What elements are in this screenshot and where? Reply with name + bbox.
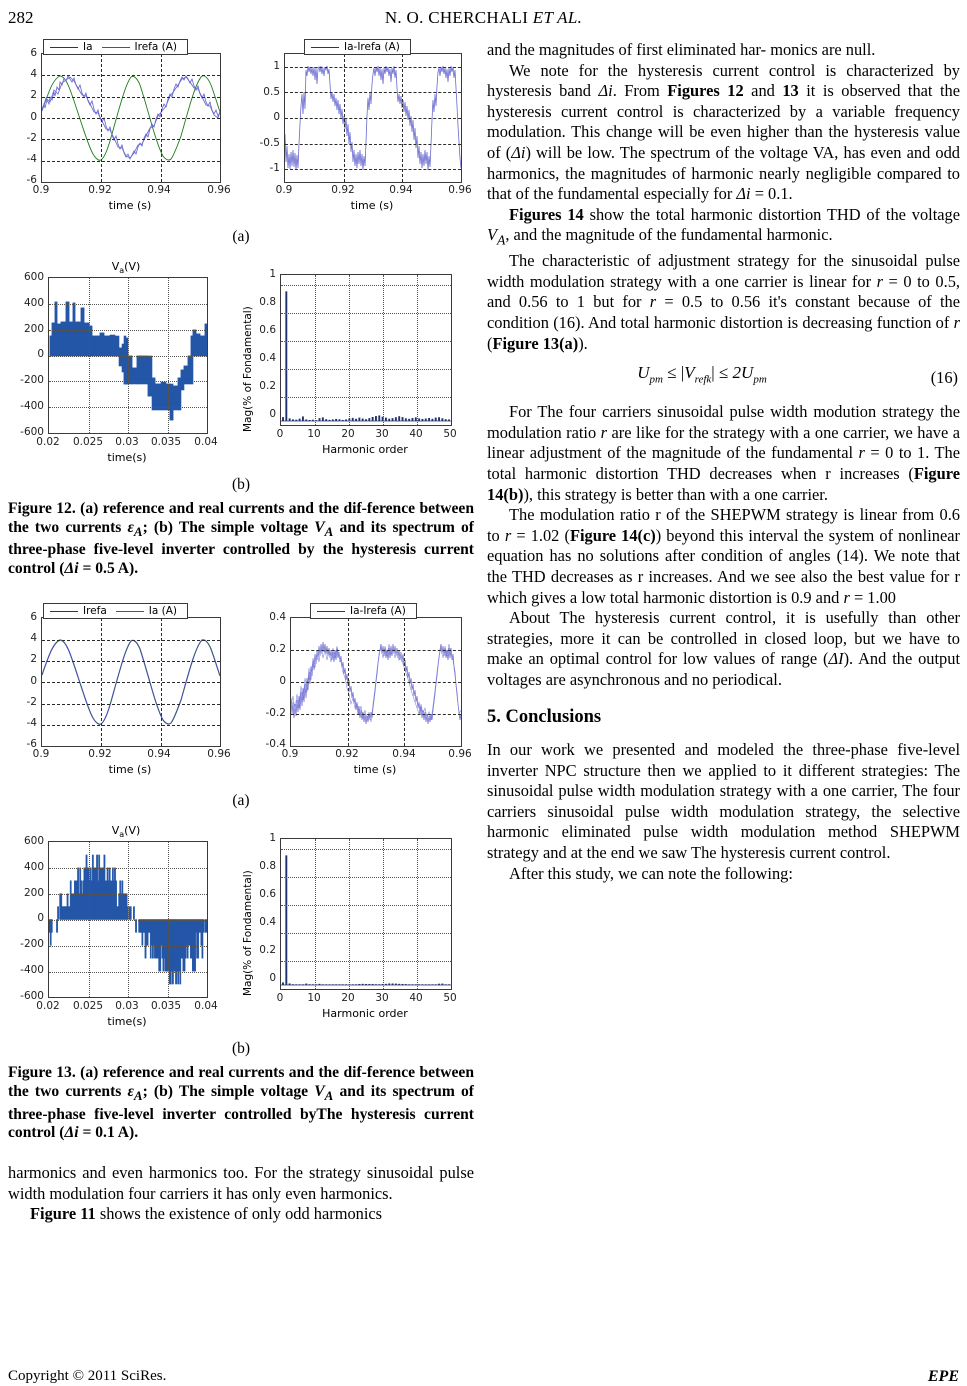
xtick-fig13a-2: 0.94 — [147, 748, 171, 761]
section-heading-conclusions: 5. Conclusions — [487, 706, 602, 727]
axes-fig13a-currents — [41, 617, 221, 747]
body-p2-d: it is observed that the hysteresis current control is characterized by a variable frequency modulation. This change will be even higher than the hysteresis value of ( — [487, 81, 960, 162]
xlabel-fig13b-spectrum: Harmonic order — [322, 1007, 408, 1021]
body-p4-b: = 0 to 0.5, and 0.56 to 1 but for — [487, 271, 960, 312]
body-p4-r2: r — [649, 292, 657, 312]
ytick-fig12a-err-2: 0 — [273, 111, 280, 123]
legend-label-irefa: Irefa — [83, 605, 107, 618]
legend-fig13a-error — [310, 603, 417, 619]
body-p2-e: ) will be low. The spectrum of the voltage VA, has even and odd harmonics, the magnitudes of harmonic nearly negligible compared to that of the fundamental especially for — [487, 142, 960, 204]
figure-12-caption-eps-sub: A — [133, 523, 143, 539]
body-p6-r: r — [504, 525, 512, 545]
xtick-fig13b-v-2: 0.03 — [115, 1000, 139, 1013]
xtick-fig12a-0: 0.9 — [32, 184, 50, 196]
body-p6-b: = 1.02 ( — [511, 525, 570, 545]
xtick-fig12a-1: 0.92 — [88, 184, 112, 196]
figure-12-caption-v: V — [314, 518, 325, 536]
ytick-fig12a-err-1: -0.5 — [259, 137, 280, 149]
body-p3-b: , and the magnitude of the fundamental harmonic. — [505, 225, 833, 245]
legend-line-ia — [50, 47, 78, 48]
chart-fig13a-error — [242, 600, 474, 790]
legend-line-ia-irefa — [311, 47, 339, 48]
ytick-fig13b-s-1: 0.2 — [259, 944, 276, 957]
ytick-fig12b-v-2: -200 — [20, 374, 44, 386]
body-p7-b: ). And the output voltages are asynchronous and no periodical. — [487, 649, 960, 689]
figure-12-caption-t3: and its spectrum of three-phase five-level inverter controlled by the hysteresis current control ( — [8, 518, 474, 577]
xtick-fig12a-err-0: 0.9 — [275, 184, 293, 196]
right-column — [487, 40, 960, 884]
ytick-fig13b-s-4: 0.8 — [259, 860, 276, 873]
legend-fig13a-currents — [43, 603, 188, 619]
legend-label-irefa: Irefa (A) — [134, 41, 178, 53]
figure-13-caption-t4: = 0.1 A). — [78, 1124, 139, 1142]
xlabel-fig13b-voltage: time(s) — [107, 1015, 147, 1029]
xtick-fig13b-v-0: 0.02 — [36, 1000, 60, 1013]
body-p4-r1: r — [876, 271, 883, 291]
xtick-fig13b-s-0: 0 — [276, 992, 284, 1005]
figure-12-caption-label: Figure 12. — [8, 500, 76, 517]
ytick-fig13a-err-2: 0 — [279, 675, 286, 688]
left-body-p2 — [8, 1204, 474, 1225]
figure-13-caption-eps: ε — [127, 1083, 134, 1101]
figure-13-caption-eps-sub: A — [133, 1088, 143, 1104]
xtick-fig12a-2: 0.94 — [147, 184, 171, 196]
author-name: N. O. CHERCHALI — [384, 8, 529, 27]
ytick-fig13b-s-3: 0.6 — [259, 888, 276, 901]
ref-figure-14b: Figure 14(b) — [487, 463, 960, 504]
xtick-fig12b-s-1: 10 — [307, 428, 321, 440]
ytick-fig12a-2: -2 — [26, 132, 37, 144]
ytick-fig13b-v-0: -600 — [20, 990, 44, 1003]
xtick-fig13b-v-3: 0.035 — [150, 1000, 182, 1013]
body-p3-v-sub: A — [497, 232, 506, 248]
xtick-fig12b-v-3: 0.035 — [150, 436, 182, 448]
xtick-fig13a-err-2: 0.94 — [392, 748, 416, 761]
ytick-fig12a-err-0: -1 — [269, 162, 280, 174]
ytick-fig12b-v-3: 0 — [37, 348, 44, 360]
body-p8: In our work we presented and modeled the three-phase five-level inverter NPC structure then we applied to it different strategies: The sinusoidal pulse width modulation strategy with a one carrier, The four carriers sinusoidal pulse width modulation strategy, the selective harmonic eliminated pulse width modulation method SHEPWM strategy and at the end we saw The hysteresis current control. — [487, 740, 960, 863]
ytick-fig13a-2: -2 — [26, 696, 37, 709]
ytick-fig12a-3: 0 — [30, 111, 37, 123]
figure-12-caption-eps: ε — [127, 518, 134, 536]
ref-figure-13: 13 — [782, 81, 799, 101]
body-p2-delta-i3: Δi — [736, 184, 751, 204]
ref-figure-13a: Figure 13(a) — [492, 333, 579, 353]
eq-rhs-sub: pm — [753, 373, 767, 386]
figure-13-block — [8, 600, 474, 1142]
legend-line-irefa — [102, 47, 130, 48]
body-p6-r2: r — [843, 587, 850, 607]
ytick-fig12b-s-4: 0.8 — [259, 296, 276, 308]
ytick-fig13a-4: 2 — [30, 653, 37, 666]
figure-13b-charts — [8, 824, 474, 1046]
body-p2-delta-i2: Δi — [511, 142, 526, 162]
ytick-fig12a-1: -4 — [26, 153, 37, 165]
xtick-fig12b-v-2: 0.03 — [115, 436, 139, 448]
xtick-fig13b-v-4: 0.04 — [194, 1000, 218, 1013]
legend-label-ia: Ia (A) — [148, 605, 178, 618]
xtick-fig13a-0: 0.9 — [32, 748, 50, 761]
xlabel-fig12a: time (s) — [108, 199, 152, 212]
copyright-text: Copyright © 2011 SciRes. — [8, 1368, 167, 1384]
xtick-fig12a-err-3: 0.96 — [448, 184, 472, 196]
ytick-fig13a-err-1: -0.2 — [265, 707, 286, 720]
bars-fig12b-spectrum — [281, 275, 451, 425]
xlabel-fig12b-voltage: time(s) — [107, 451, 147, 464]
body-p4-c: = 0.5 to 0.56 it's constant because of the condition (16). And total harmonic distortion is decreasing function of — [487, 292, 961, 332]
ref-figure-14c: Figure 14(c) — [569, 525, 656, 545]
body-p4-r3: r — [953, 313, 960, 332]
figure-13a-charts — [8, 600, 474, 790]
ytick-fig12b-s-3: 0.6 — [259, 324, 276, 336]
xtick-fig13a-1: 0.92 — [88, 748, 112, 761]
ytick-fig12a-0: -6 — [26, 174, 37, 186]
body-p2-c: and — [743, 81, 783, 101]
ytick-fig13a-1: -4 — [26, 717, 37, 730]
xtick-fig12b-s-0: 0 — [276, 428, 284, 440]
figure-12-caption — [8, 500, 474, 578]
ytick-fig13a-5: 4 — [30, 632, 37, 645]
xtick-fig13b-v-1: 0.025 — [72, 1000, 104, 1013]
ytick-fig12b-v-0: -600 — [20, 426, 44, 438]
body-p2-delta-i: Δi — [598, 81, 613, 101]
figure-13-sublabel-b: (b) — [231, 1040, 251, 1058]
figure-12-sublabel-b: (b) — [231, 476, 251, 493]
xtick-fig12a-err-1: 0.92 — [331, 184, 355, 196]
figure-13-sublabel-a: (a) — [232, 792, 250, 810]
ytick-fig13b-s-2: 0.4 — [259, 916, 276, 929]
figure-13-caption-t3: and its spectrum of three-phase five-level inverter controlled byThe hysteresis current control ( — [8, 1083, 474, 1142]
legend-line-irefa — [50, 611, 78, 612]
axes-fig13b-spectrum — [280, 838, 452, 990]
left-column — [8, 36, 474, 1225]
figure-12-caption-di: Δi — [64, 559, 79, 577]
xlabel-fig12a-error: time (s) — [350, 199, 394, 212]
ref-figures-14: Figures 14 — [509, 204, 584, 224]
ytick-fig12a-6: 6 — [30, 47, 37, 59]
left-body-p2-bold: Figure 11 — [30, 1204, 96, 1224]
xtick-fig13b-s-4: 40 — [409, 992, 423, 1005]
body-p5 — [487, 402, 960, 505]
figure-13-caption — [8, 1064, 474, 1142]
xtick-fig12b-v-4: 0.04 — [194, 436, 218, 448]
page-number: 282 — [8, 8, 34, 27]
legend-label-ia-irefa: Ia-Irefa (A) — [350, 605, 406, 618]
chart-fig13b-voltage — [8, 824, 230, 1046]
legend-label-ia-irefa: Ia-Irefa (A) — [344, 41, 400, 53]
xtick-fig12a-err-2: 0.94 — [389, 184, 413, 196]
left-body-p1: harmonics and even harmonics too. For the strategy sinusoidal pulse width modulation four carriers it has only even harmonics. — [8, 1162, 474, 1203]
body-p6-d: = 1.00 — [849, 587, 896, 607]
ytick-fig12a-4: 2 — [30, 89, 37, 101]
ytick-fig12b-s-2: 0.4 — [259, 352, 276, 364]
ytick-fig12b-v-6: 600 — [23, 271, 44, 283]
xtick-fig12b-s-5: 50 — [443, 428, 457, 440]
running-head-authors — [0, 8, 967, 28]
body-p3 — [487, 205, 960, 251]
body-p2-f: = 0.1. — [750, 184, 793, 204]
eq-rhs: 2U — [732, 363, 754, 383]
ytick-fig13a-err-3: 0.2 — [269, 643, 286, 656]
ytick-fig12b-v-1: -400 — [20, 400, 44, 412]
ytick-fig12b-s-5: 1 — [269, 268, 276, 280]
figure-13-caption-v-sub: A — [324, 1088, 334, 1104]
body-p7-a: About The hysteresis current control, it is usefully than other strategies, more it can be controlled in closed loop, but we have to make an optimal control for low values of range ( — [487, 608, 960, 669]
xtick-fig13b-s-3: 30 — [375, 992, 389, 1005]
title-fig13b-voltage: $V_a(V)$ — [111, 824, 141, 840]
figure-12-caption-t2: ; (b) The simple voltage — [142, 518, 315, 536]
body-p5-c: = 0 to 1. The total harmonic distortion THD decreases when r increases ( — [487, 443, 961, 483]
equation-16-number: (16) — [930, 368, 958, 388]
eq-abs-close: | — [711, 363, 715, 383]
body-p6 — [487, 505, 960, 608]
figure-12-caption-v-sub: A — [324, 523, 334, 539]
ytick-fig13a-3: 0 — [30, 675, 37, 688]
ytick-fig12b-v-4: 200 — [23, 323, 44, 335]
xtick-fig12b-s-2: 20 — [341, 428, 355, 440]
body-p2 — [487, 61, 960, 205]
et-al: ET AL. — [532, 8, 583, 27]
body-p1: and the magnitudes of first eliminated har- monics are null. — [487, 40, 876, 59]
chart-fig13b-spectrum — [230, 824, 474, 1046]
axes-fig12a-currents — [41, 53, 221, 183]
body-p4-a: The characteristic of adjustment strategy for the sinusoidal pulse width modulation strategy with a one carrier is linear for — [487, 251, 960, 291]
ytick-fig12a-err-4: 1 — [273, 60, 280, 72]
body-p3-a: show the total harmonic distortion THD of the voltage — [583, 204, 960, 224]
figure-12-caption-t4: = 0.5 A). — [78, 559, 139, 577]
ref-figures-12: Figures 12 — [667, 81, 744, 101]
chart-fig12a-error — [242, 36, 474, 226]
figure-13-caption-di: Δi — [64, 1124, 79, 1142]
ytick-fig13b-v-5: 400 — [23, 861, 44, 874]
bars-fig13b-spectrum — [281, 839, 451, 989]
xtick-fig13b-s-5: 50 — [443, 992, 457, 1005]
body-p5-a: For The four carriers sinusoidal pulse width modution strategy the modulation ratio — [487, 402, 960, 442]
legend-line-ia-irefa — [317, 611, 345, 612]
body-p5-d: ), this strategy is better than with a one carrier. — [523, 484, 828, 504]
ytick-fig12b-v-5: 400 — [23, 297, 44, 309]
body-p2-b: . From — [612, 81, 668, 101]
running-head — [0, 8, 967, 30]
ytick-fig13b-v-1: -400 — [20, 964, 44, 977]
axes-fig13a-error — [290, 617, 462, 747]
figure-13-caption-t2: ; (b) The simple voltage — [142, 1083, 315, 1101]
ytick-fig12b-s-0: 0 — [269, 408, 276, 420]
body-p5-r1: r — [600, 422, 608, 442]
chart-fig12b-spectrum — [230, 260, 474, 482]
equation-16-body — [487, 363, 917, 390]
axes-fig12b-voltage — [48, 277, 208, 434]
eq-abs-open: | — [680, 363, 685, 383]
body-p9: After this study, we can note the following: — [509, 863, 793, 883]
axes-fig12a-error — [284, 53, 462, 183]
xtick-fig12b-s-4: 40 — [409, 428, 423, 440]
axes-fig12b-spectrum — [280, 274, 452, 426]
body-p3-v: V — [487, 225, 498, 245]
chart-fig13a-currents — [8, 600, 230, 790]
xtick-fig13a-3: 0.96 — [207, 748, 231, 761]
ylabel-fig13b-spectrum: Mag(% of Fondamental) — [242, 870, 254, 997]
xlabel-fig13a-error: time (s) — [353, 763, 397, 777]
body-p5-b: are like for the strategy with a one carrier, we have a linear adjustment of the magnitude of the fundamental — [487, 422, 960, 463]
xtick-fig12b-v-1: 0.025 — [72, 436, 104, 448]
chart-fig12a-currents — [8, 36, 230, 226]
ylabel-fig12b-spectrum: Mag(% of Fondamental) — [242, 306, 254, 432]
ytick-fig13b-v-2: -200 — [20, 938, 44, 951]
xtick-fig13a-err-0: 0.9 — [281, 748, 299, 761]
body-p4-e: ). — [578, 333, 588, 353]
xtick-fig13b-s-2: 20 — [341, 992, 355, 1005]
xtick-fig13b-s-1: 10 — [307, 992, 321, 1005]
eq-mid: V — [684, 363, 695, 383]
figure-12-sublabel-a: (a) — [232, 228, 250, 245]
body-p7-delta-i: ΔI — [828, 649, 844, 669]
figure-12-caption-t1: (a) reference and real currents and the dif-ference between the two currents — [8, 500, 475, 536]
xtick-fig12a-3: 0.96 — [207, 184, 231, 196]
figure-12-block — [8, 36, 474, 578]
ytick-fig12b-s-1: 0.2 — [259, 380, 276, 392]
ytick-fig13a-err-0: -0.4 — [265, 738, 286, 751]
ytick-fig12a-5: 4 — [30, 68, 37, 80]
eq-lhs: U — [637, 363, 650, 383]
ytick-fig13b-s-5: 1 — [269, 832, 276, 845]
chart-fig12b-voltage — [8, 260, 230, 482]
title-fig12b-voltage: $V_a(V)$ — [111, 260, 141, 276]
eq-rel2: ≤ — [718, 363, 729, 383]
ytick-fig13b-v-6: 600 — [23, 835, 44, 848]
xlabel-fig13a: time (s) — [108, 763, 152, 777]
left-body-p2-rest: shows the existence of only odd harmonics — [95, 1204, 383, 1224]
body-p4 — [487, 251, 960, 354]
legend-label-ia: Ia — [83, 41, 93, 53]
ytick-fig13b-v-4: 200 — [23, 887, 44, 900]
legend-fig12a-currents — [43, 39, 188, 55]
ytick-fig13b-s-0: 0 — [269, 972, 276, 985]
figure-12a-charts — [8, 36, 474, 226]
figure-13-caption-v: V — [314, 1083, 325, 1101]
eq-rel1: ≤ — [667, 363, 677, 383]
xlabel-fig12b-spectrum: Harmonic order — [322, 443, 408, 456]
legend-line-ia — [116, 611, 144, 612]
eq-mid-sub: refk — [694, 373, 712, 386]
figure-12b-charts — [8, 260, 474, 482]
body-p6-a: The modulation ratio r of the SHEPWM strategy is linear from 0.6 to — [487, 505, 960, 545]
xtick-fig12b-v-0: 0.02 — [36, 436, 60, 448]
ytick-fig13a-6: 6 — [30, 611, 37, 624]
ytick-fig13a-0: -6 — [26, 738, 37, 751]
body-p7 — [487, 608, 960, 690]
legend-fig12a-error — [304, 39, 411, 55]
body-p2-a: We note for the hysteresis current control is characterized by hysteresis band — [487, 60, 960, 101]
axes-fig13b-voltage — [48, 841, 208, 998]
ytick-fig13a-err-4: 0.4 — [269, 611, 286, 624]
journal-abbrev: EPE — [927, 1368, 959, 1385]
body-p6-c: ) beyond this interval the system of nonlinear equation has no solutions after condition of angles (14). We note that the THD decreases as r increases. And we see also the best value for r which gives a low total harmonic distortion is 0.9 and — [487, 525, 960, 607]
figure-13-caption-label: Figure 13. — [8, 1064, 76, 1082]
body-p5-r2: r — [858, 443, 865, 463]
xtick-fig12b-s-3: 30 — [375, 428, 389, 440]
ytick-fig13b-v-3: 0 — [37, 912, 44, 925]
figure-13-caption-t1: (a) reference and real currents and the dif-ference between the two currents — [8, 1064, 475, 1101]
equation-16 — [487, 363, 960, 393]
eq-lhs-sub: pm — [649, 373, 663, 386]
ytick-fig12a-err-3: 0.5 — [263, 86, 280, 98]
xtick-fig13a-err-3: 0.96 — [448, 748, 472, 761]
xtick-fig13a-err-1: 0.92 — [335, 748, 359, 761]
left-column-body — [8, 1163, 474, 1225]
body-p4-d: ( — [487, 333, 493, 353]
